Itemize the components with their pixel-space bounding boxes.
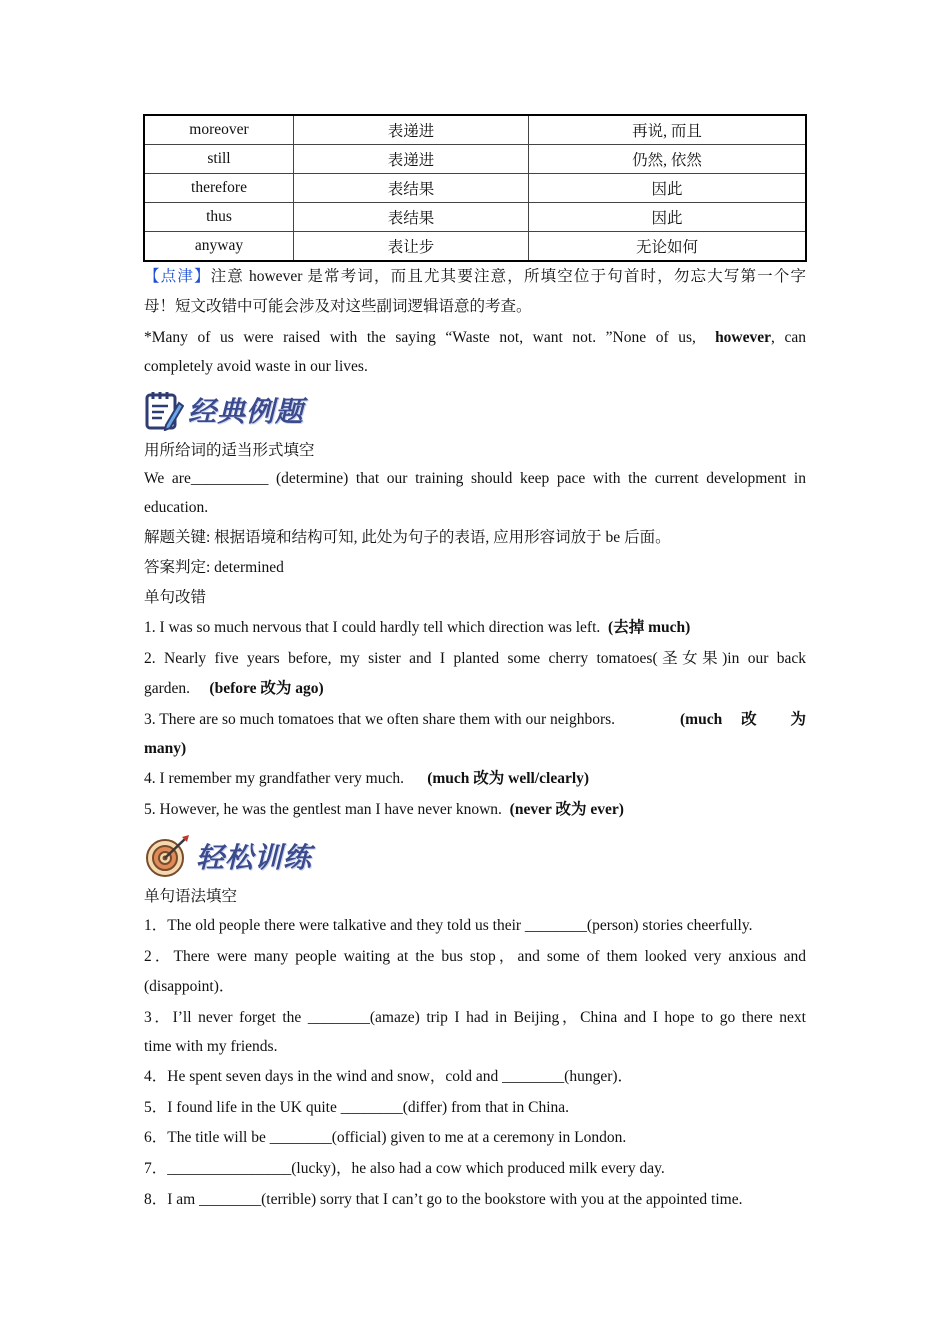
adverb-cell: therefore [144,174,294,203]
section-1-title: 经典例题 [188,395,305,428]
correction-2-line-2: garden. (before 改为 ago) [144,680,324,697]
exercise-1: 1．The old people there were talkative and they told us their ________(person) stories cheerfully. [144,917,753,934]
target-dart-icon [144,834,192,878]
adverb-cell: still [144,145,294,174]
meaning-cell: 因此 [529,203,807,232]
section-1-instruction: 用所给词的适当形式填空 [144,442,315,459]
meaning-cell: 因此 [529,174,807,203]
section-classic-examples-header [144,388,304,432]
note-line-2: 母！短文改错中可能会涉及对这些副词逻辑语意的考查。 [144,298,532,315]
question-line-2: education. [144,499,209,516]
correction-3-line-1: 3. There are so much tomatoes that we often share them with our neighbors. (much 改 为 [144,711,806,728]
function-cell: 表递进 [294,115,529,145]
section-2-title: 轻松训练 [196,841,313,874]
section-easy-practice-header [144,834,312,878]
example-sentence-line-1: *Many of us were raised with the saying “Waste not, want not. ”None of us, however, can [144,329,806,346]
correction-4: 4. I remember my grandfather very much. (much 改为 well/clearly) [144,770,590,787]
note-tag: 【点津】 [144,268,211,285]
table-row [144,115,806,145]
function-cell: 表结果 [294,174,529,203]
adverb-cell: anyway [144,232,294,262]
answer: 答案判定: determined [144,559,284,576]
table-row [144,174,806,203]
adverb-cell: moreover [144,115,294,145]
adverb-table [143,114,807,262]
exercise-5: 5．I found life in the UK quite ________(differ) from that in China. [144,1099,570,1116]
exercise-4: 4．He spent seven days in the wind and snow，cold and ________(hunger)． [144,1068,634,1085]
adverb-cell: thus [144,203,294,232]
table-row [144,232,806,262]
exercise-2-line-2: (disappoint)． [144,978,235,995]
table-row [144,203,806,232]
example-sentence-line-2: completely avoid waste in our lives. [144,358,368,375]
correction-1: 1. I was so much nervous that I could hardly tell which direction was left. (去掉 much) [144,619,691,636]
exercise-3-line-1: 3．I’ll never forget the ________(amaze) trip I had in Beijing，China and I hope to go there next [144,1009,806,1026]
meaning-cell: 仍然, 依然 [529,145,807,174]
correction-2-line-1: 2. Nearly five years before, my sister and I planted some cherry tomatoes(圣女果)in our back [144,650,806,667]
exercise-3-line-2: time with my friends. [144,1038,278,1055]
correction-3-line-2: many) [144,740,187,757]
exercise-8: 8．I am ________(terrible) sorry that I can’t go to the bookstore with you at the appointed time. [144,1191,743,1208]
section-2-instruction: 单句语法填空 [144,888,238,905]
exercise-7: 7．________________(lucky)，he also had a cow which produced milk every day. [144,1160,665,1177]
exercise-2-line-1: 2．There were many people waiting at the bus stop，and some of them looked very anxious and [144,948,806,965]
note-line-1: 【点津】注意 however 是常考词，而且尤其要注意，所填空位于句首时，勿忘大写第一个字 [144,268,806,285]
function-cell: 表递进 [294,145,529,174]
correction-5: 5. However, he was the gentlest man I have never known. (never 改为 ever) [144,801,624,818]
meaning-cell: 再说, 而且 [529,115,807,145]
notepad-pencil-icon [144,389,184,431]
table-row [144,145,806,174]
solution-key: 解题关键: 根据语境和结构可知, 此处为句子的表语, 应用形容词放于 be 后面。 [144,529,671,546]
question-line-1: We are__________ (determine) that our training should keep pace with the current development in [144,470,806,487]
function-cell: 表让步 [294,232,529,262]
meaning-cell: 无论如何 [529,232,807,262]
exercise-6: 6．The title will be ________(official) given to me at a ceremony in London. [144,1129,627,1146]
correction-title: 单句改错 [144,589,207,606]
function-cell: 表结果 [294,203,529,232]
